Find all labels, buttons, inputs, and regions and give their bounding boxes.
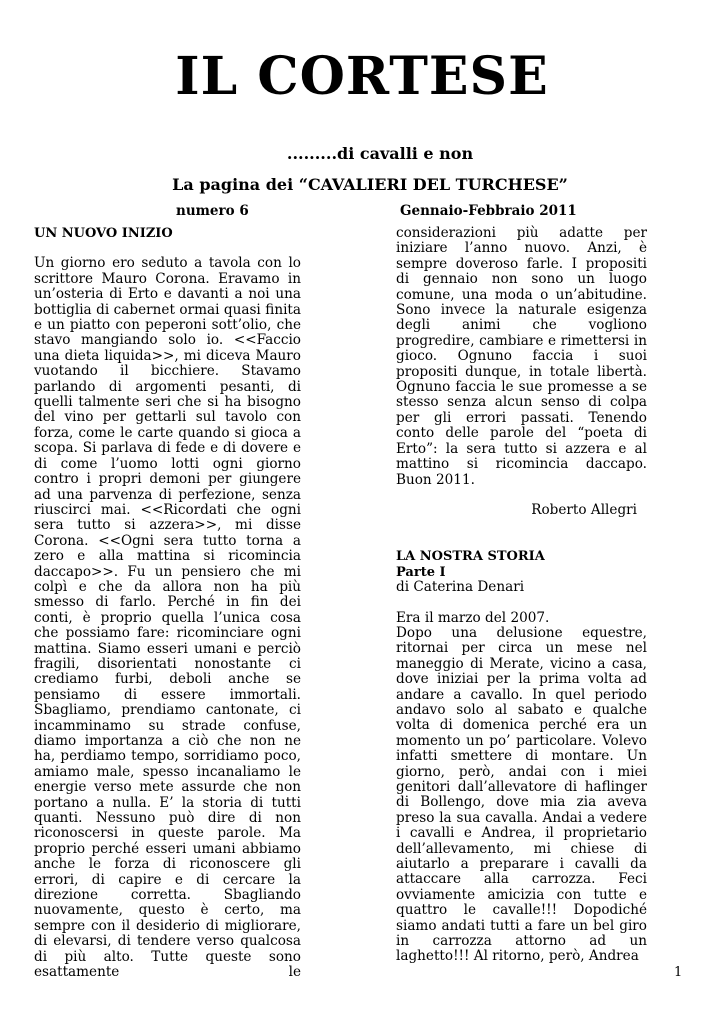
article1-heading: UN NUOVO INIZIO <box>34 226 173 241</box>
left-column <box>34 226 301 981</box>
issue-date: Gennaio-Febbraio 2011 <box>400 203 577 219</box>
newsletter-tagline: La pagina dei “CAVALIERI DEL TURCHESE” <box>172 175 568 194</box>
article1-body-left: Un giorno ero seduto a tavola con lo scrittore Mauro Corona. Eravamo in un’osteria di Erto e davanti a noi una bottiglia di cabernet ormai quasi finita e un piatto con peperoni sott’olio, che stavo mangiando solo io. <<Faccio una dieta liquida>>, mi diceva Mauro vuotando il bicchiere. Stavamo parlando di argomenti pesanti, di quelli talmente seri che si ha bisogno del vino per gettarli sul tavolo con forza, come le carte quando si gioca a scopa. Si parlava di fede e di dovere e di come l’uomo lotti ogni giorno contro i propri demoni per giungere ad una parvenza di perfezione, senza riuscirci mai. <<Ricordati che ogni sera tutto si azzera>>, mi disse Corona. <<Ogni sera tutto torna a zero e alla mattina si ricomincia daccapo>>. Fu un pensiero che mi colpì e che da allora non ha più smesso di farlo. Perché in fin dei conti, è proprio quella l’unica cosa che possiamo fare: ricominciare ogni mattina. Siamo esseri umani e perciò fragili, disorientati nonostante ci crediamo furbi, deboli anche se pensiamo di essere immortali. Sbagliamo, prendiamo cantonate, ci incamminamo su strade confuse, diamo importanza a ciò che non ne ha, perdiamo tempo, sorridiamo poco, amiamo male, spesso incanaliamo le energie verso mete assurde che non portano a nulla. E’ la storia di tutti quanti. Nessuno può dire di non riconoscersi in queste parole. Ma proprio perché esseri umani abbiamo anche le forza di riconoscere gli errori, di capire e di cercare la direzione corretta. Sbagliando nuovamente, questo è certo, ma sempre con il desiderio di migliorare, di elevarsi, di tendere verso qualcosa di più alto. Tutte queste sono esattamente le <box>34 255 301 981</box>
newsletter-title: IL CORTESE <box>175 46 549 107</box>
article1-author: Roberto Allegri <box>531 501 637 518</box>
right-column <box>396 226 647 965</box>
article2-body: Dopo una delusione equestre, ritornai per circa un mese nel maneggio di Merate, vicino a casa, dove iniziai per la prima volta ad andare a cavallo. In quel periodo andavo solo al sabato e qualche volta di domenica perché era un momento un po’ particolare. Volevo infatti smettere di montare. Un giorno, però, andai con i miei genitori dall’allevatore di haflinger di Bollengo, dove mia zia aveva preso la sua cavalla. Andai a vedere i cavalli e Andrea, il proprietario dell’allevamento, mi chiese di aiutarlo a preparare i cavalli da attaccare alla carrozza. Feci ovviamente amicizia con tutte e quattro le cavalle!!! Dopodiché siamo andati tutti a fare un bel giro in carrozza attorno ad un laghetto!!! Al ritorno, però, Andrea <box>396 624 647 965</box>
article2-part: Parte I <box>396 564 446 580</box>
article1-body-right: considerazioni più adatte per iniziare l’anno nuovo. Anzi, è sempre doveroso farle. I propositi di gennaio non sono un luogo comune, una moda o un’abitudine. Sono invece la naturale esigenza degli animi che vogliono progredire, cambiare e rimettersi in gioco. Ognuno faccia i suoi propositi dunque, in totale libertà. Ognuno faccia le sue promesse a se stesso senza alcun senso di colpa per gli errori passati. Tenendo conto delle parole del “poeta di Erto”: la sera tutto si azzera e al mattino si ricomincia daccapo. Buon 2011. <box>396 225 647 488</box>
page-number: 1 <box>674 965 683 980</box>
article2-byline: di Caterina Denari <box>396 579 525 596</box>
newsletter-subtitle: .........di cavalli e non <box>286 144 474 163</box>
article2-heading: LA NOSTRA STORIA <box>396 549 545 565</box>
issue-number: numero 6 <box>176 203 249 219</box>
article2-opening: Era il marzo del 2007. <box>396 609 550 626</box>
